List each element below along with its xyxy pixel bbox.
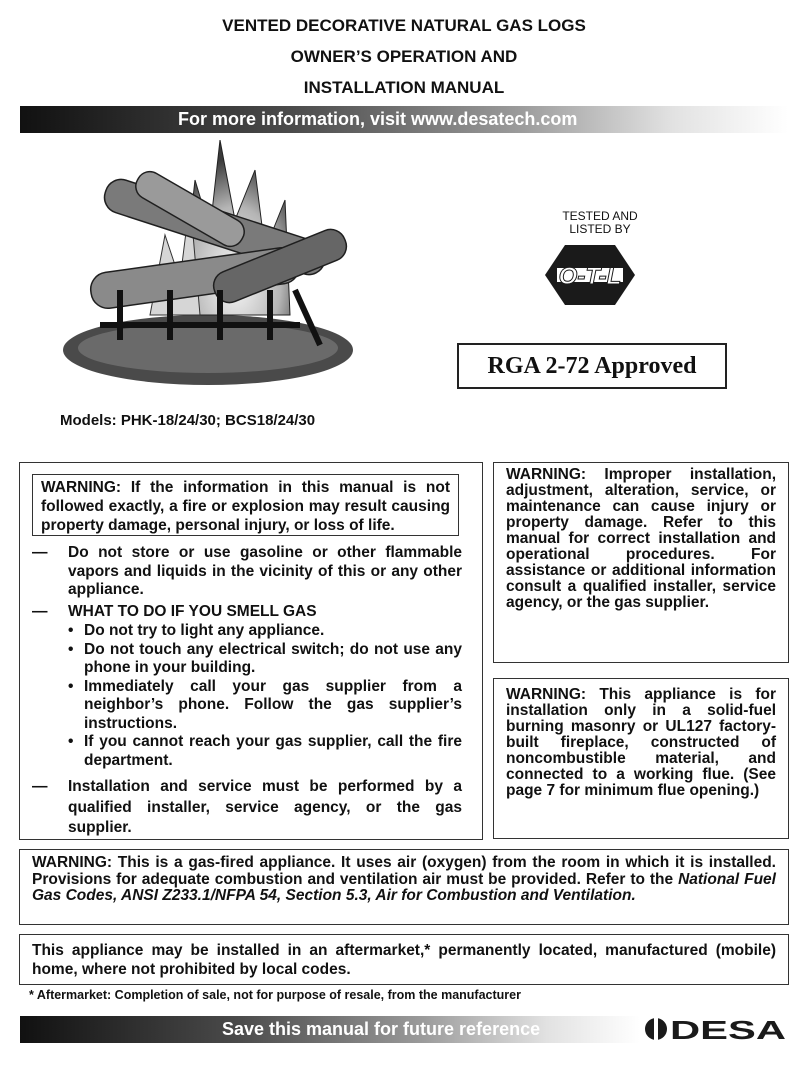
listed-line-1: TESTED AND <box>562 209 638 223</box>
title-line-2: OWNER’S OPERATION AND <box>290 47 518 66</box>
list-item <box>68 678 462 734</box>
footer-banner-text: Save this manual for future reference <box>222 1019 541 1039</box>
info-banner <box>20 106 788 133</box>
list-item-text: Do not touch any electrical switch; do not use any phone in your building. <box>84 640 462 676</box>
list-item <box>68 641 462 678</box>
list-item-text: Do not try to light any appliance. <box>84 622 325 639</box>
smell-gas-steps <box>68 622 462 770</box>
footer-banner <box>20 1016 640 1043</box>
dash-marker: — <box>32 603 48 620</box>
title-line-1: VENTED DECORATIVE NATURAL GAS LOGS <box>222 16 586 35</box>
otl-logo-text: O-T-L <box>558 263 622 290</box>
combustion-air-warning <box>19 849 789 925</box>
listed-line-2: LISTED BY <box>569 222 631 236</box>
bullet-marker: • <box>68 733 74 750</box>
list-item <box>68 733 462 770</box>
qualified-installer-instruction <box>32 777 462 839</box>
title-line-3: INSTALLATION MANUAL <box>303 78 505 97</box>
list-item <box>68 622 462 641</box>
desa-logo-text: DESA <box>670 1016 787 1042</box>
bullet-marker: • <box>68 677 74 695</box>
smell-gas-heading-text: WHAT TO DO IF YOU SMELL GAS <box>68 603 317 620</box>
gas-logs-illustration <box>60 140 370 410</box>
dash-marker: — <box>32 544 48 561</box>
gasoline-instruction-text: Do not store or use gasoline or other flammable vapors and liquids in the vicinity of this or any other appliance. <box>68 544 462 598</box>
approval-badge: RGA 2-72 Approved <box>457 343 727 389</box>
desa-logo <box>644 1016 788 1042</box>
fuel-gas-code-reference: National Fuel Gas Codes, ANSI Z233.1/NFPA 54, Section 5.3, Air for Combustion and Ventilation. <box>32 870 776 904</box>
dash-marker: — <box>32 778 48 795</box>
combustion-air-text: WARNING: This is a gas-fired appliance. It uses air (oxygen) from the room in which it is installed. Provisions for adequate combustion and ventilation air must be provided. Refer to the <box>32 854 776 888</box>
smell-gas-heading <box>32 603 462 622</box>
improper-installation-warning: WARNING: Improper installation, adjustment, alteration, service, or maintenance can cause injury or property damage. Refer to this manual for correct installation and operational procedures. For assistance or additional information consult a qualified installer, service agency, or the gas supplier. <box>493 462 789 663</box>
fire-explosion-warning <box>32 474 459 536</box>
aftermarket-footnote: * Aftermarket: Completion of sale, not for purpose of resale, from the manufacturer <box>29 988 521 1002</box>
warning-lead: WARNING: <box>41 479 122 496</box>
info-banner-text[interactable]: For more information, visit www.desatech.com <box>178 109 578 129</box>
bullet-marker: • <box>68 640 74 658</box>
solid-fuel-fireplace-warning: WARNING: This appliance is for installation only in a solid-fuel burning masonry or UL127 factory-built fireplace, constructed of noncombustible material, and connected to a working flue. (See page 7 for minimum flue opening.) <box>493 678 789 839</box>
manual-title <box>0 10 808 103</box>
models-label: Models: PHK-18/24/30; BCS18/24/30 <box>60 412 316 429</box>
warning-text: If the information in this manual is not followed exactly, a fire or explosion may result causing property damage, personal injury, or loss of life. <box>41 479 450 534</box>
mobile-home-notice: This appliance may be installed in an aftermarket,* permanently located, manufactured (mobile) home, where not prohibited by local codes. <box>19 934 789 985</box>
otl-logo <box>535 240 645 310</box>
qualified-installer-text: Installation and service must be performed by a qualified installer, service agency, or the gas supplier. <box>68 778 462 836</box>
bullet-marker: • <box>68 622 74 639</box>
list-item-text: Immediately call your gas supplier from a neighbor’s phone. Follow the gas supplier’s instructions. <box>84 677 462 732</box>
tested-listed-label <box>530 210 670 236</box>
list-item-text: If you cannot reach your gas supplier, call the fire department. <box>84 733 462 769</box>
gasoline-instruction <box>32 544 462 600</box>
